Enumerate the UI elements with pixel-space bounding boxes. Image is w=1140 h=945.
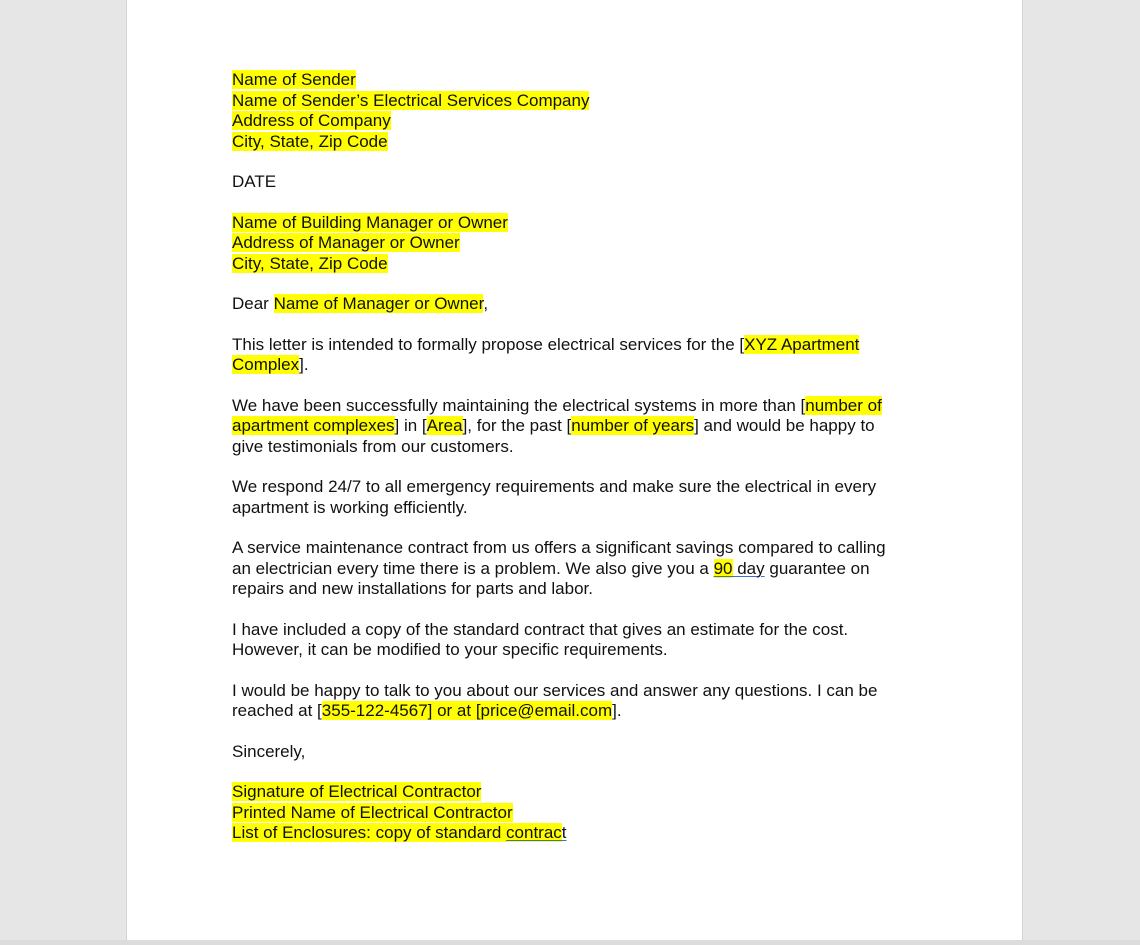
experience-text-3: ], for the past [ <box>462 416 572 435</box>
recipient-city: City, State, Zip Code <box>232 253 388 273</box>
sender-city: City, State, Zip Code <box>232 131 388 151</box>
experience-highlight-2: apartment complexes <box>232 416 395 435</box>
paragraph-contact <box>232 681 912 722</box>
sender-name: Name of Sender <box>232 70 356 89</box>
signature-line-3c: t <box>561 823 567 842</box>
salutation <box>232 294 912 315</box>
contract-highlight: 90 <box>713 558 733 578</box>
contract-squiggle: day <box>732 558 765 578</box>
window-bottom-edge <box>0 940 1140 945</box>
experience-highlight-1: number of <box>805 395 882 415</box>
contract-line-2b: guarantee on <box>764 558 870 578</box>
standard-line-1: I have included a copy of the standard contract that gives an estimate for the cost. <box>232 619 849 639</box>
sender-company: Name of Sender’s Electrical Services Company <box>232 90 590 110</box>
signature-line-3b: contrac <box>506 823 562 842</box>
experience-text-1: We have been successfully maintaining the electrical systems in more than [ <box>232 395 806 415</box>
signature-line-1: Signature of Electrical Contractor <box>232 782 482 801</box>
date-line <box>232 172 912 193</box>
intro-end: ]. <box>299 355 309 374</box>
recipient-address: Address of Manager or Owner <box>232 233 460 252</box>
experience-highlight-4: number of years <box>571 416 695 435</box>
emergency-line-2: apartment is working efficiently. <box>232 497 468 517</box>
signature-line-3a: List of Enclosures: copy of standard <box>232 823 507 842</box>
contact-end: ]. <box>612 701 622 720</box>
contract-line-1: A service maintenance contract from us offers a significant savings compared to calling <box>232 538 886 557</box>
paragraph-contract <box>232 538 912 600</box>
salutation-prefix: Dear <box>232 294 274 313</box>
experience-line-3: give testimonials from our customers. <box>232 436 514 456</box>
intro-highlight-2: Complex <box>232 355 300 374</box>
closing-text: Sincerely, <box>232 741 306 761</box>
contact-highlight: 355-122-4567] or at [price@email.com <box>321 701 613 720</box>
emergency-line-1: We respond 24/7 to all emergency requirements and make sure the electrical in every <box>232 477 877 496</box>
contact-text: reached at [ <box>232 701 322 720</box>
experience-highlight-3: Area <box>426 416 463 435</box>
recipient-name: Name of Building Manager or Owner <box>232 212 508 232</box>
signature-line-2: Printed Name of Electrical Contractor <box>232 802 513 822</box>
sender-block <box>232 70 912 152</box>
contract-line-2a: an electrician every time there is a problem. We also give you a <box>232 558 714 578</box>
contact-line-1: I would be happy to talk to you about our services and answer any questions. I can be <box>232 680 878 700</box>
experience-text-2: ] in [ <box>394 416 427 435</box>
standard-line-2: However, it can be modified to your specific requirements. <box>232 640 668 659</box>
paragraph-experience <box>232 396 912 458</box>
intro-highlight-1: XYZ Apartment <box>744 334 860 354</box>
contract-line-3: repairs and new installations for parts and labor. <box>232 579 593 598</box>
recipient-block <box>232 213 912 275</box>
letter-body[interactable] <box>232 70 912 864</box>
date-text: DATE <box>232 172 277 191</box>
salutation-name: Name of Manager or Owner <box>273 294 484 313</box>
experience-text-4: ] and would be happy to <box>694 416 875 435</box>
paragraph-intro <box>232 335 912 376</box>
paragraph-emergency <box>232 477 912 518</box>
document-page[interactable] <box>126 0 1023 940</box>
salutation-suffix: , <box>483 294 489 313</box>
intro-text: This letter is intended to formally propose electrical services for the [ <box>232 334 745 354</box>
sender-address: Address of Company <box>232 111 391 130</box>
signature-block <box>232 782 912 844</box>
closing <box>232 742 912 763</box>
paragraph-standard-contract <box>232 620 912 661</box>
